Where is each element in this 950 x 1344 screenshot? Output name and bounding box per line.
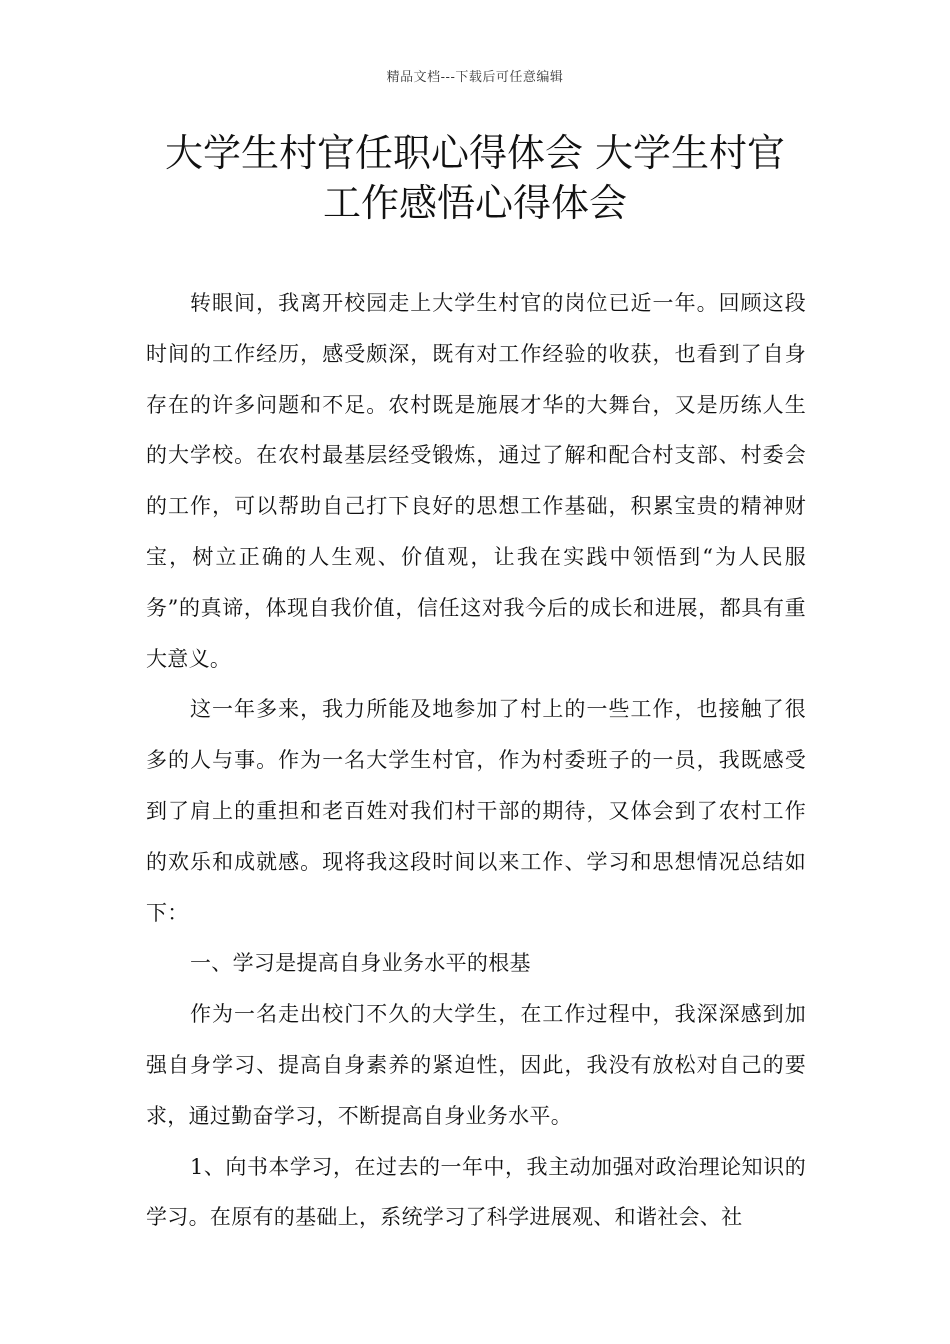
section-heading-learning: 一、学习是提高自身业务水平的根基 (190, 951, 531, 976)
paragraph-overview: 这一年多来，我力所能及地参加了村上的一些工作，也接触了很多的人与事。作为一名大学生村官，作为村委班子的一员，我既感受到了肩上的重担和老百姓对我们村干部的期待，又体会到了农村工作的欢乐和成就感。现将我这段时间以来工作、学习和思想情况总结如下： (146, 697, 806, 925)
document-title (100, 128, 850, 228)
title-line-1: 大学生村官任职心得体会 大学生村官 (164, 131, 786, 175)
title-line-2: 工作感悟心得体会 (322, 181, 627, 225)
paragraph-intro: 转眼间，我离开校园走上大学生村官的岗位已近一年。回顾这段时间的工作经历，感受颇深，既有对工作经验的收获，也看到了自身存在的许多问题和不足。农村既是施展才华的大舞台，又是历练人生的大学校。在农村最基层经受锻炼，通过了解和配合村支部、村委会的工作，可以帮助自己打下良好的思想工作基础，积累宝贵的精神财宝，树立正确的人生观、价值观，让我在实践中领悟到“为人民服务”的真谛，体现自我价值，信任这对我今后的成长和进展，都具有重大意义。 (146, 291, 806, 671)
header-note: 精品文档---下载后可任意编辑 (386, 70, 564, 85)
document-body (146, 278, 806, 1243)
paragraph-learning: 作为一名走出校门不久的大学生，在工作过程中，我深深感到加强自身学习、提高自身素养的紧迫性，因此，我没有放松对自己的要求，通过勤奋学习，不断提高自身业务水平。 (146, 1002, 806, 1128)
paragraph-book-learning: 1、向书本学习，在过去的一年中，我主动加强对政治理论知识的学习。在原有的基础上，系统学习了科学进展观、和谐社会、社 (146, 1154, 806, 1230)
